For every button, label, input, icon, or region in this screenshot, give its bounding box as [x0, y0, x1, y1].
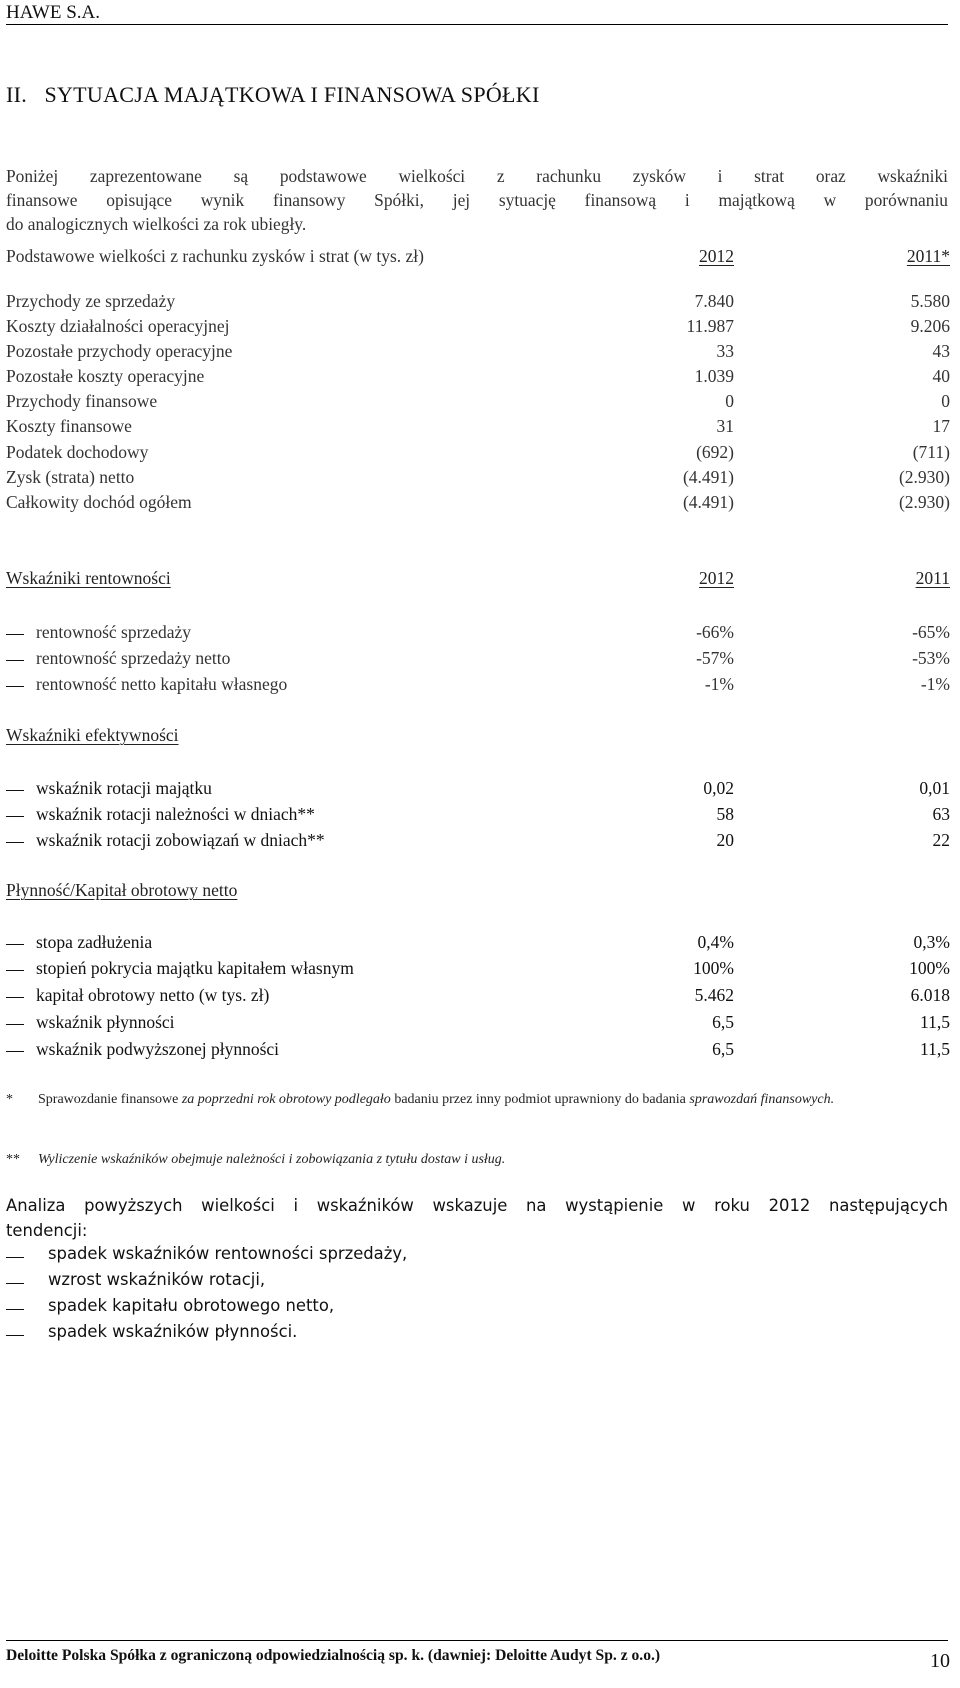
value-2011: (2.930): [898, 492, 950, 512]
profitability-col-2011: 2011: [915, 568, 950, 588]
table-row: [0, 958, 960, 984]
value-2011: 6.018: [910, 985, 950, 1005]
footer-text: Deloitte Polska Spółka z ograniczoną odpowiedzialnością sp. k. (dawniej: Deloitte Audyt Sp. z o.o.): [6, 1647, 661, 1664]
value-2012: 20: [716, 830, 734, 850]
value-2012: (4.491): [682, 467, 734, 487]
row-label: Pozostałe koszty operacyjne: [6, 366, 205, 386]
footnote-2: [6, 1149, 948, 1171]
table-row: [0, 674, 960, 700]
table-row: [0, 985, 960, 1011]
value-2011: (711): [912, 442, 950, 462]
value-2012: 33: [716, 341, 734, 361]
dash-bullet: [6, 1335, 24, 1336]
table-row: [0, 778, 960, 804]
value-2012: 31: [716, 416, 734, 436]
analysis-line: tendencji:: [6, 1221, 88, 1240]
dash-bullet: [6, 970, 24, 971]
table-row: [0, 291, 960, 317]
table-row: [0, 622, 960, 648]
intro-line: Poniżej zaprezentowane są podstawowe wielkości z rachunku zysków i strat oraz wskaźniki: [6, 166, 948, 186]
dash-bullet: [6, 997, 24, 998]
value-2011: (2.930): [898, 467, 950, 487]
value-2012: -57%: [696, 648, 734, 668]
value-2012: 58: [716, 804, 734, 824]
footnote-mark: **: [6, 1152, 20, 1167]
analysis-paragraph: [6, 1193, 948, 1243]
analysis-line: Analiza powyższych wielkości i wskaźników wskazuje na wystąpienie w roku 2012 następujących: [6, 1196, 948, 1215]
intro-paragraph: [6, 164, 948, 236]
dash-bullet: [6, 1024, 24, 1025]
footnote-part: badaniu przez inny podmiot uprawniony do badania: [390, 1092, 690, 1107]
value-2012: -66%: [696, 622, 734, 642]
row-label: kapitał obrotowy netto (w tys. zł): [36, 985, 270, 1005]
value-2012: 0: [725, 391, 734, 411]
intro-line: do analogicznych wielkości za rok ubiegły.: [6, 214, 307, 234]
value-2012: 6,5: [712, 1039, 734, 1059]
row-label: Zysk (strata) netto: [6, 467, 135, 487]
row-label: Przychody ze sprzedaży: [6, 291, 176, 311]
table-row: [0, 648, 960, 674]
row-label: stopa zadłużenia: [36, 932, 153, 952]
row-label: wskaźnik płynności: [36, 1012, 175, 1032]
dash-bullet: [6, 634, 24, 635]
value-2011: 43: [932, 341, 950, 361]
value-2012: 7.840: [694, 291, 734, 311]
value-2012: 1.039: [694, 366, 734, 386]
value-2011: 0,01: [919, 778, 950, 798]
value-2011: 100%: [909, 958, 950, 978]
dash-bullet: [6, 1309, 24, 1310]
value-2011: 17: [932, 416, 950, 436]
value-2011: 11,5: [920, 1039, 950, 1059]
dash-bullet: [6, 790, 24, 791]
row-label: rentowność sprzedaży: [36, 622, 192, 642]
table-row: [0, 1012, 960, 1038]
footnote-text: [38, 1089, 948, 1110]
footnote-1: [6, 1089, 948, 1133]
company-header: HAWE S.A.: [6, 2, 100, 23]
trend-text: spadek wskaźników rentowności sprzedaży,: [48, 1244, 408, 1263]
intro-line: finansowe opisujące wynik finansowy Spółki, jej sytuację finansową i majątkową w porównaniu: [6, 190, 948, 210]
table-row: [0, 932, 960, 958]
value-2011: -1%: [920, 674, 950, 694]
table-row: [0, 391, 960, 417]
value-2012: 0,4%: [697, 932, 734, 952]
value-2011: 9.206: [910, 316, 950, 336]
value-2012: (4.491): [682, 492, 734, 512]
value-2011: -53%: [912, 648, 950, 668]
dash-bullet: [6, 1283, 24, 1284]
table-row: [0, 1039, 960, 1065]
row-label: Całkowity dochód ogółem: [6, 492, 192, 512]
footnote-part: sprawozdań finansowych.: [689, 1092, 835, 1107]
header-divider: [6, 24, 948, 25]
table-row: [0, 341, 960, 367]
dash-bullet: [6, 816, 24, 817]
footnote-part: za poprzedni rok obrotowy podlegało: [181, 1092, 391, 1107]
dash-bullet: [6, 842, 24, 843]
value-2011: 0: [941, 391, 950, 411]
value-2011: 11,5: [920, 1012, 950, 1032]
row-label: wskaźnik rotacji należności w dniach**: [36, 804, 315, 824]
page-number: 10: [930, 1650, 950, 1672]
row-label: wskaźnik podwyższonej płynności: [36, 1039, 280, 1059]
section-title: II. SYTUACJA MAJĄTKOWA I FINANSOWA SPÓŁKI: [6, 82, 540, 107]
trend-text: spadek wskaźników płynności.: [48, 1322, 298, 1341]
row-label: Koszty działalności operacyjnej: [6, 316, 230, 336]
footer-divider: [6, 1640, 948, 1641]
value-2012: 100%: [693, 958, 734, 978]
value-2012: 6,5: [712, 1012, 734, 1032]
table-row: [0, 316, 960, 342]
footnote-mark: *: [6, 1092, 13, 1107]
table-row: [0, 366, 960, 392]
trend-text: wzrost wskaźników rotacji,: [48, 1270, 266, 1289]
value-2011: 63: [932, 804, 950, 824]
table-row: [0, 442, 960, 468]
table-row: [0, 804, 960, 830]
table-row: [0, 830, 960, 856]
dash-bullet: [6, 686, 24, 687]
value-2011: 5.580: [910, 291, 950, 311]
dash-bullet: [6, 944, 24, 945]
value-2011: 40: [932, 366, 950, 386]
row-label: Pozostałe przychody operacyjne: [6, 341, 233, 361]
value-2012: -1%: [704, 674, 734, 694]
footnote-part: Sprawozdanie finansowe: [38, 1092, 182, 1107]
trend-text: spadek kapitału obrotowego netto,: [48, 1296, 335, 1315]
table-row: [0, 416, 960, 442]
profitability-col-2012: 2012: [699, 568, 734, 588]
row-label: stopień pokrycia majątku kapitałem własnym: [36, 958, 354, 978]
value-2011: -65%: [912, 622, 950, 642]
row-label: Koszty finansowe: [6, 416, 132, 436]
income-heading: Podstawowe wielkości z rachunku zysków i strat (w tys. zł): [6, 246, 424, 266]
value-2012: (692): [696, 442, 734, 462]
value-2011: 0,3%: [913, 932, 950, 952]
efficiency-heading: Wskaźniki efektywności: [6, 725, 179, 745]
dash-bullet: [6, 660, 24, 661]
liquidity-heading: Płynność/Kapitał obrotowy netto: [6, 880, 238, 900]
footnote-text: Wyliczenie wskaźników obejmuje należności i zobowiązania z tytułu dostaw i usług.: [38, 1152, 506, 1167]
table-row: [0, 492, 960, 518]
row-label: wskaźnik rotacji zobowiązań w dniach**: [36, 830, 325, 850]
table-row: [0, 467, 960, 493]
row-label: Przychody finansowe: [6, 391, 158, 411]
dash-bullet: [6, 1257, 24, 1258]
income-col-2012: 2012: [699, 246, 734, 266]
income-col-2011: 2011*: [906, 246, 950, 266]
row-label: wskaźnik rotacji majątku: [36, 778, 212, 798]
profitability-heading: Wskaźniki rentowności: [6, 568, 171, 588]
row-label: Podatek dochodowy: [6, 442, 149, 462]
value-2011: 22: [932, 830, 950, 850]
row-label: rentowność netto kapitału własnego: [36, 674, 288, 694]
value-2012: 0,02: [703, 778, 734, 798]
value-2012: 5.462: [694, 985, 734, 1005]
row-label: rentowność sprzedaży netto: [36, 648, 231, 668]
dash-bullet: [6, 1051, 24, 1052]
value-2012: 11.987: [686, 316, 734, 336]
